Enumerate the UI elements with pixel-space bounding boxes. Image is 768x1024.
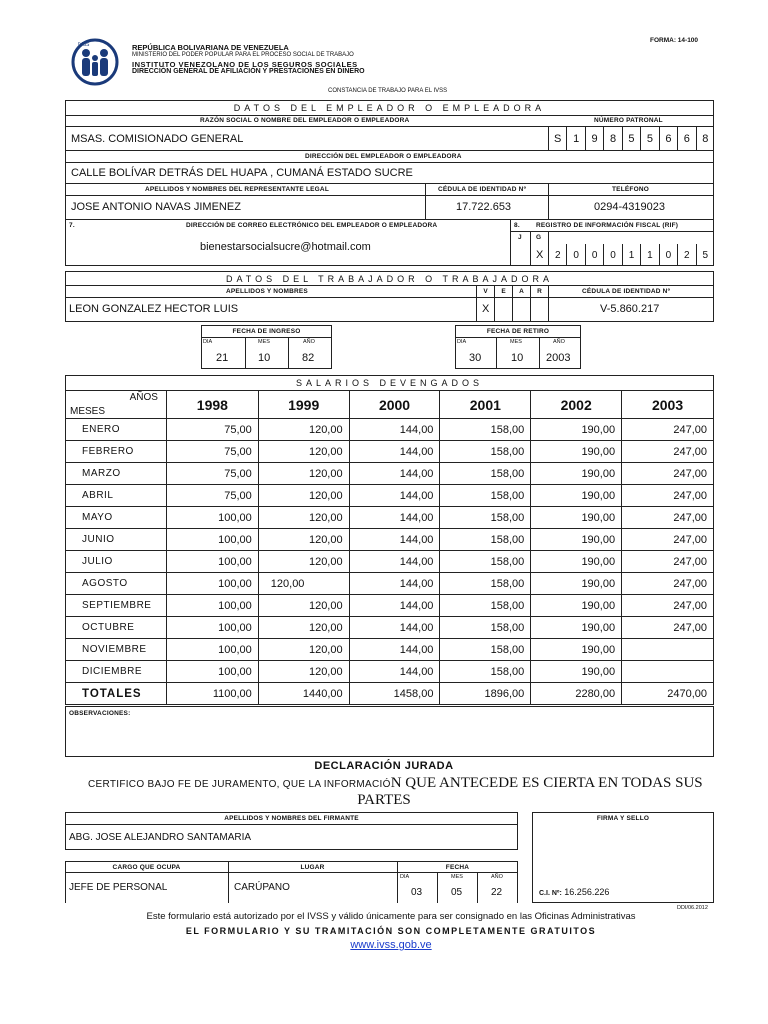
salary-cell: 158,00 — [440, 463, 531, 485]
month-label: MAYO — [66, 507, 167, 529]
razon-value: MSAS. COMISIONADO GENERAL — [71, 133, 244, 145]
salary-cell: 144,00 — [349, 441, 440, 463]
patronal-digits — [548, 126, 714, 151]
worker-v-mark: X — [482, 303, 490, 315]
patronal-digit-4: 8 — [603, 126, 621, 151]
salary-row-julio — [66, 551, 714, 573]
ingreso-label: FECHA DE INGRESO — [232, 328, 301, 335]
salary-row-junio — [66, 529, 714, 551]
rif-mark: X — [536, 249, 544, 261]
salaries-header-row — [66, 391, 714, 419]
salary-cell: 158,00 — [440, 419, 531, 441]
salary-cell: 190,00 — [531, 617, 622, 639]
form-code: FORMA: 14-100 — [650, 37, 699, 44]
salary-cell: 75,00 — [166, 441, 258, 463]
worker-flag-v: V — [476, 285, 494, 297]
salary-cell: 158,00 — [440, 639, 531, 661]
worker-flag-r: R — [530, 285, 548, 297]
firma-label: FIRMA Y SELLO — [596, 815, 650, 822]
salary-row-febrero — [66, 441, 714, 463]
ivss-logo — [70, 38, 120, 86]
salary-cell — [622, 639, 714, 661]
rif-digit-3: 0 — [585, 244, 603, 266]
lugar-value: CARÚPANO — [234, 882, 290, 893]
salary-cell: 190,00 — [531, 419, 622, 441]
footer-line2: EL FORMULARIO Y SU TRAMITACIÓN SON COMPLETAMENTE GRATUITOS — [185, 926, 597, 936]
salary-cell: 190,00 — [531, 463, 622, 485]
salary-cell: 120,00 — [258, 551, 349, 573]
salary-cell: 158,00 — [440, 573, 531, 595]
fecha-mes: 05 — [451, 887, 463, 898]
retiro-mes-label: MES — [510, 339, 522, 345]
year-header-2000: 2000 — [349, 391, 440, 419]
totals-label: TOTALES — [66, 683, 167, 705]
salary-cell: 120,00 — [258, 595, 349, 617]
patronal-digit-8: 6 — [677, 126, 695, 151]
rif-digit-8: 2 — [677, 244, 695, 266]
salary-row-enero — [66, 419, 714, 441]
total-cell: 1100,00 — [166, 683, 258, 705]
salary-cell: 144,00 — [349, 661, 440, 683]
month-label: SEPTIEMBRE — [66, 595, 167, 617]
salary-cell: 158,00 — [440, 529, 531, 551]
month-label: ABRIL — [66, 485, 167, 507]
ingreso-dia-label: DIA — [203, 339, 213, 345]
retiro-dia: 30 — [469, 352, 482, 364]
salary-cell: 120,00 — [258, 419, 349, 441]
salary-row-abril — [66, 485, 714, 507]
salary-cell: 120,00 — [258, 441, 349, 463]
logo-text: IVSS — [78, 42, 90, 48]
ingreso-dia: 21 — [216, 352, 229, 364]
worker-flag-e: E — [494, 285, 512, 297]
declaracion-text-large2: PARTES — [357, 792, 411, 808]
total-cell: 1896,00 — [440, 683, 531, 705]
ingreso-mes-label: MES — [258, 339, 270, 345]
patronal-digit-5: 5 — [622, 126, 640, 151]
rif-digit-5: 1 — [622, 244, 640, 266]
salary-cell: 120,00 — [258, 661, 349, 683]
salary-cell: 190,00 — [531, 529, 622, 551]
observaciones-box — [65, 706, 714, 757]
telefono-label: TELÉFONO — [612, 186, 649, 193]
salary-cell: 100,00 — [166, 529, 258, 551]
fecha-ano: 22 — [491, 887, 503, 898]
rif-digit-7: 0 — [659, 244, 677, 266]
salary-row-mayo — [66, 507, 714, 529]
month-label: DICIEMBRE — [66, 661, 167, 683]
employer-section-title: DATOS DEL EMPLEADOR O EMPLEADORA — [233, 103, 546, 113]
worker-cedula-value: V-5.860.217 — [600, 303, 660, 315]
salary-cell: 144,00 — [349, 507, 440, 529]
year-header-2003: 2003 — [622, 391, 714, 419]
anos-label: AÑOS — [129, 392, 158, 403]
salary-cell: 247,00 — [622, 617, 714, 639]
salary-cell: 158,00 — [440, 551, 531, 573]
salary-cell: 158,00 — [440, 617, 531, 639]
direccion-label: DIRECCIÓN DEL EMPLEADOR O EMPLEADORA — [305, 153, 462, 160]
rif-digit-4: 0 — [603, 244, 621, 266]
worker-flag-a: A — [512, 285, 530, 297]
salary-cell: 190,00 — [531, 441, 622, 463]
salary-cell: 144,00 — [349, 617, 440, 639]
salary-cell: 247,00 — [622, 507, 714, 529]
rif-digit-2: 0 — [566, 244, 584, 266]
salary-cell: 75,00 — [166, 463, 258, 485]
doc-title: CONSTANCIA DE TRABAJO PARA EL IVSS — [328, 88, 448, 94]
fecha-dia: 03 — [411, 887, 423, 898]
salary-cell: 158,00 — [440, 441, 531, 463]
salary-cell: 247,00 — [622, 551, 714, 573]
month-label: FEBRERO — [66, 441, 167, 463]
salary-cell: 144,00 — [349, 419, 440, 441]
patronal-digit-3: 9 — [585, 126, 603, 151]
meses-label: MESES — [70, 406, 106, 417]
total-cell: 2280,00 — [531, 683, 622, 705]
salary-cell: 190,00 — [531, 661, 622, 683]
month-label: NOVIEMBRE — [66, 639, 167, 661]
totals-row — [66, 683, 714, 705]
worker-name-value: LEON GONZALEZ HECTOR LUIS — [69, 303, 239, 315]
fecha-mes-label: MES — [451, 874, 463, 880]
year-header-2001: 2001 — [440, 391, 531, 419]
rep-value: JOSE ANTONIO NAVAS JIMENEZ — [71, 201, 241, 213]
salary-cell: 190,00 — [531, 485, 622, 507]
salary-cell — [622, 661, 714, 683]
salary-cell: 100,00 — [166, 661, 258, 683]
anos-meses-cell — [66, 391, 167, 419]
email-value: bienestarsocialsucre@hotmail.com — [200, 241, 371, 253]
month-label: OCTUBRE — [66, 617, 167, 639]
worker-section-title: DATOS DEL TRABAJADOR O TRABAJADORA — [225, 274, 554, 284]
total-cell: 1458,00 — [349, 683, 440, 705]
email-label: DIRECCIÓN DE CORREO ELECTRÓNICO DEL EMPLEADOR O EMPLEADORA — [186, 222, 438, 229]
ci-value: 16.256.226 — [564, 887, 610, 897]
salary-row-septiembre — [66, 595, 714, 617]
header-line3: INSTITUTO VENEZOLANO DE LOS SEGUROS SOCIALES — [132, 60, 358, 69]
rif-digit-1: 2 — [548, 244, 566, 266]
firmante-name-label: APELLIDOS Y NOMBRES DEL FIRMANTE — [224, 815, 359, 822]
footer-line1: Este formulario está autorizado por el IVSS y válido únicamente para ser consignado en las Oficinas Administrativas — [146, 911, 636, 922]
footer-code: DDI/06.2012 — [677, 905, 708, 911]
salary-cell: 144,00 — [349, 551, 440, 573]
salary-cell: 120,00 — [258, 529, 349, 551]
cargo-label: CARGO QUE OCUPA — [112, 864, 181, 871]
salary-cell: 247,00 — [622, 573, 714, 595]
salary-cell: 100,00 — [166, 639, 258, 661]
patronal-digit-7: 6 — [659, 126, 677, 151]
declaracion-title: DECLARACIÓN JURADA — [314, 760, 454, 772]
email-num: 7. — [69, 222, 75, 229]
month-label: JUNIO — [66, 529, 167, 551]
salary-cell: 100,00 — [166, 551, 258, 573]
salary-cell: 247,00 — [622, 485, 714, 507]
salary-cell: 158,00 — [440, 661, 531, 683]
salaries-section-title: SALARIOS DEVENGADOS — [295, 378, 484, 388]
salary-cell: 120,00 — [258, 573, 349, 595]
retiro-ano: 2003 — [546, 352, 571, 364]
retiro-mes: 10 — [511, 352, 524, 364]
year-header-1999: 1999 — [258, 391, 349, 419]
salary-cell: 100,00 — [166, 595, 258, 617]
rep-label: APELLIDOS Y NOMBRES DEL REPRESENTANTE LEGAL — [145, 186, 330, 193]
fecha-ano-label: AÑO — [491, 874, 503, 880]
worker-cedula-label: CÉDULA DE IDENTIDAD Nº — [582, 288, 671, 295]
salary-cell: 100,00 — [166, 617, 258, 639]
salary-cell: 120,00 — [258, 639, 349, 661]
header-line4: DIRECCIÓN GENERAL DE AFILIACIÓN Y PRESTACIONES EN DINERO — [132, 68, 365, 75]
worker-name-label: APELLIDOS Y NOMBRES — [226, 288, 308, 295]
fecha-label: FECHA — [445, 864, 470, 871]
emp-cedula-value: 17.722.653 — [456, 201, 512, 213]
retiro-dia-label: DIA — [457, 339, 467, 345]
month-label: AGOSTO — [66, 573, 167, 595]
salary-cell: 144,00 — [349, 595, 440, 617]
declaracion-line1 — [88, 774, 703, 792]
salary-cell: 247,00 — [622, 595, 714, 617]
total-cell: 1440,00 — [258, 683, 349, 705]
salaries-table — [65, 390, 714, 705]
declaracion-text-small: CERTIFICO BAJO FE DE JURAMENTO, QUE LA INFORMACIÓ — [88, 779, 391, 790]
salary-cell: 190,00 — [531, 573, 622, 595]
firmante-ci — [539, 887, 609, 897]
ci-label: C.I. Nº: — [539, 890, 562, 897]
salary-cell: 247,00 — [622, 419, 714, 441]
month-label: JULIO — [66, 551, 167, 573]
salary-cell: 158,00 — [440, 485, 531, 507]
salary-cell: 247,00 — [622, 463, 714, 485]
salary-cell: 247,00 — [622, 441, 714, 463]
salary-cell: 75,00 — [166, 419, 258, 441]
patronal-digit-9: 8 — [696, 126, 714, 151]
salary-cell: 120,00 — [258, 617, 349, 639]
cargo-value: JEFE DE PERSONAL — [69, 882, 168, 893]
salary-row-octubre — [66, 617, 714, 639]
salary-row-agosto — [66, 573, 714, 595]
observaciones-label: OBSERVACIONES: — [69, 710, 131, 717]
header-line2: MINISTERIO DEL PODER POPULAR PARA EL PROCESO SOCIAL DE TRABAJO — [132, 52, 354, 58]
patronal-label: NÚMERO PATRONAL — [594, 117, 663, 124]
salary-cell: 144,00 — [349, 463, 440, 485]
salary-cell: 120,00 — [258, 463, 349, 485]
rif-digit-6: 1 — [640, 244, 658, 266]
ingreso-ano: 82 — [302, 352, 315, 364]
salary-cell: 100,00 — [166, 573, 258, 595]
rif-g: G — [536, 234, 542, 241]
salary-cell: 144,00 — [349, 639, 440, 661]
salary-cell: 190,00 — [531, 551, 622, 573]
salary-cell: 158,00 — [440, 595, 531, 617]
salary-cell: 190,00 — [531, 639, 622, 661]
salary-row-noviembre — [66, 639, 714, 661]
salary-cell: 144,00 — [349, 529, 440, 551]
salary-cell: 144,00 — [349, 573, 440, 595]
salary-cell: 190,00 — [531, 507, 622, 529]
year-header-1998: 1998 — [166, 391, 258, 419]
salary-cell: 120,00 — [258, 485, 349, 507]
patronal-digit-1: S — [548, 126, 566, 151]
salary-row-diciembre — [66, 661, 714, 683]
salary-cell: 120,00 — [258, 507, 349, 529]
rif-label: REGISTRO DE INFORMACIÓN FISCAL (RIF) — [536, 222, 679, 229]
declaracion-text-large: N QUE ANTECEDE ES CIERTA EN TODAS SUS — [390, 775, 703, 791]
month-label: MARZO — [66, 463, 167, 485]
patronal-digit-2: 1 — [566, 126, 584, 151]
ingreso-ano-label: AÑO — [303, 339, 315, 345]
lugar-label: LUGAR — [300, 864, 325, 871]
ingreso-mes: 10 — [258, 352, 271, 364]
direccion-value: CALLE BOLÍVAR DETRÁS DEL HUAPA , CUMANÁ ESTADO SUCRE — [71, 167, 413, 179]
retiro-ano-label: AÑO — [553, 339, 565, 345]
year-header-2002: 2002 — [531, 391, 622, 419]
rif-num: 8. — [514, 222, 520, 229]
salary-cell: 144,00 — [349, 485, 440, 507]
patronal-digit-6: 5 — [640, 126, 658, 151]
rif-digits — [548, 244, 714, 266]
salary-cell: 75,00 — [166, 485, 258, 507]
salary-cell: 158,00 — [440, 507, 531, 529]
fecha-dia-label: DIA — [400, 874, 410, 880]
rif-j: J — [518, 234, 522, 241]
salary-cell: 100,00 — [166, 507, 258, 529]
emp-cedula-label: CÉDULA DE IDENTIDAD Nº — [438, 186, 527, 193]
telefono-value: 0294-4319023 — [594, 201, 665, 213]
month-label: ENERO — [66, 419, 167, 441]
ivss-website-link[interactable]: www.ivss.gob.ve — [350, 939, 432, 951]
salary-row-marzo — [66, 463, 714, 485]
header-line1: REPÚBLICA BOLIVARIANA DE VENEZUELA — [132, 43, 289, 52]
rif-digit-9: 5 — [696, 244, 714, 266]
salary-cell: 247,00 — [622, 529, 714, 551]
total-cell: 2470,00 — [622, 683, 714, 705]
razon-label: RAZÓN SOCIAL O NOMBRE DEL EMPLEADOR O EMPLEADORA — [200, 117, 410, 124]
firmante-name-value: ABG. JOSE ALEJANDRO SANTAMARIA — [69, 832, 252, 843]
salary-cell: 190,00 — [531, 595, 622, 617]
retiro-label: FECHA DE RETIRO — [486, 328, 550, 335]
